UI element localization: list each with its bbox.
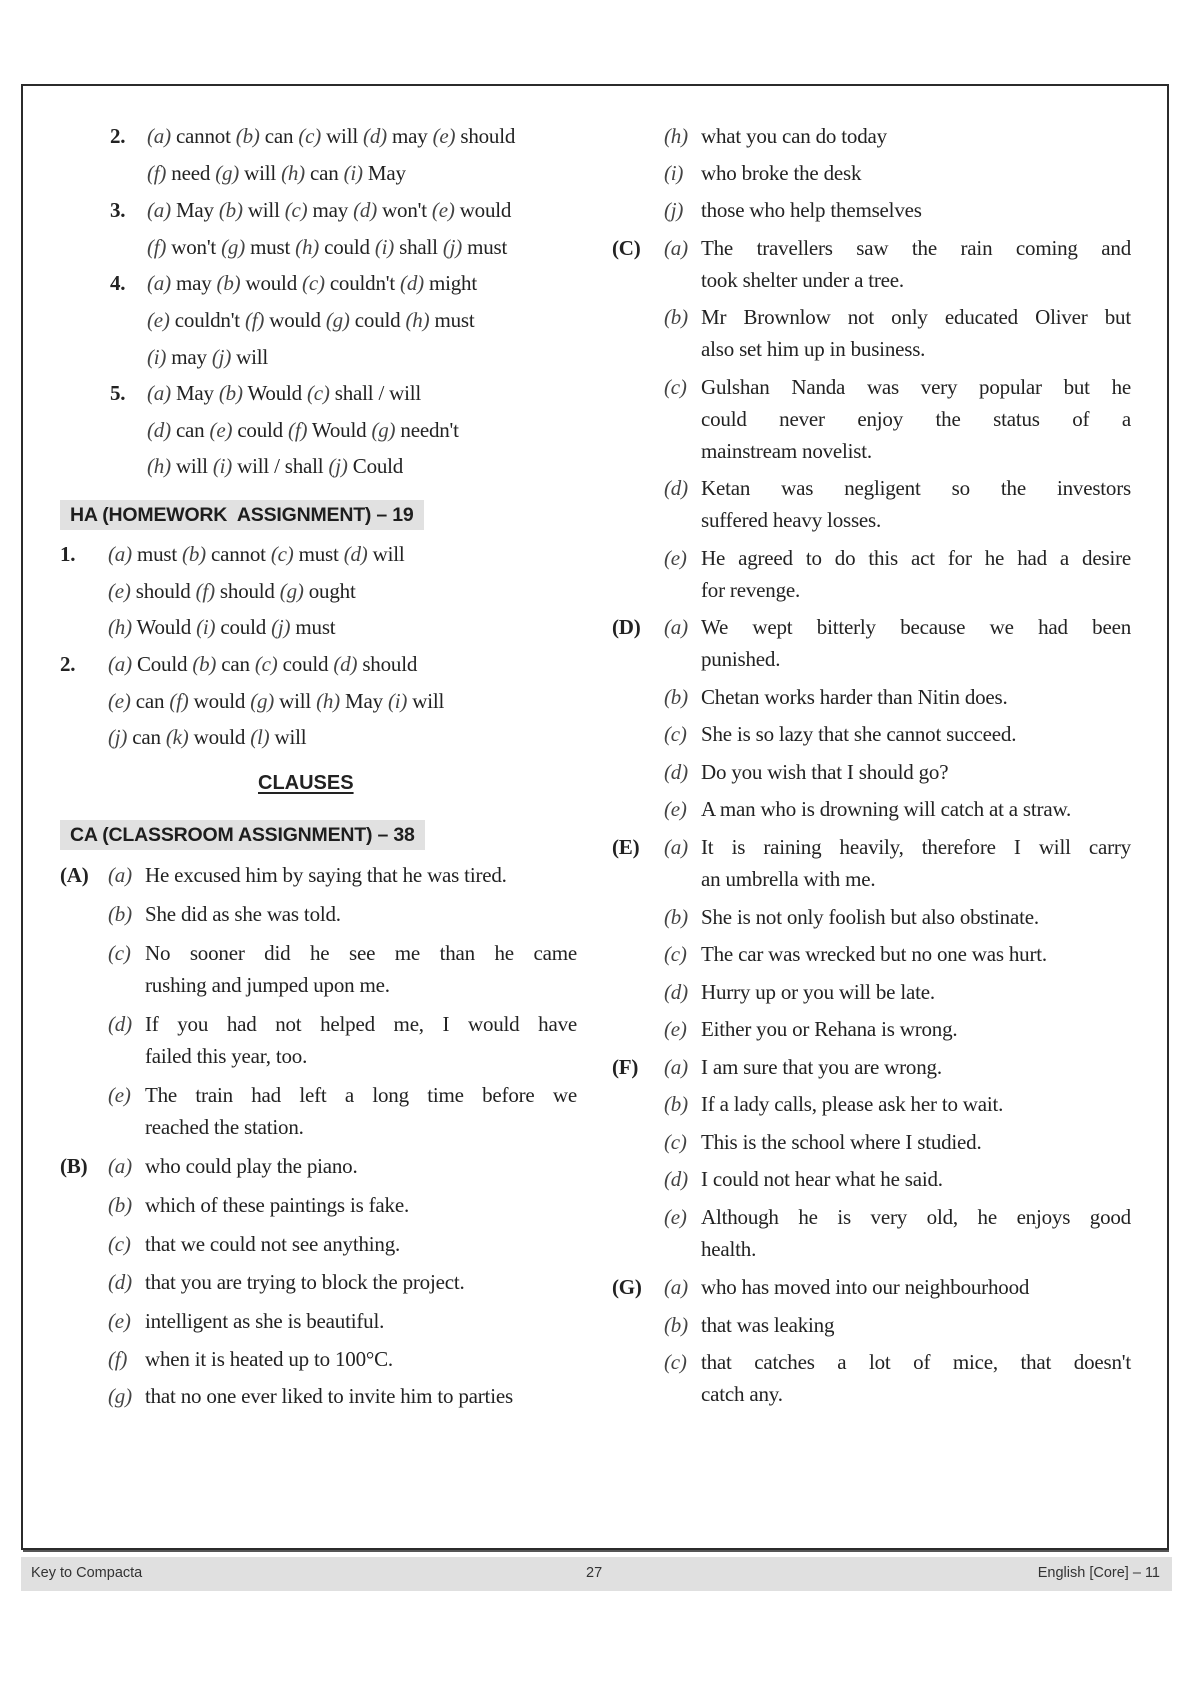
item-label: (b) (108, 902, 132, 926)
item-label: (i) (664, 161, 684, 185)
item-label: (d) (363, 124, 387, 148)
item-label: (d) (108, 1012, 132, 1036)
question-number: 1. (60, 542, 76, 566)
answer-line (147, 415, 459, 445)
answer-text: (e) couldn't (f) would (g) could (h) must (147, 308, 475, 332)
answer-text: If a lady calls, please ask her to wait. (701, 1092, 1004, 1116)
answer-text: Either you or Rehana is wrong. (701, 1017, 958, 1041)
item-label: (a) (664, 835, 688, 859)
item-label: (f) (288, 418, 308, 442)
answer-line (60, 539, 405, 569)
answer-text: catch any. (701, 1382, 783, 1406)
answer-text: She is not only foolish but also obstinate. (701, 905, 1039, 929)
answer-text: failed this year, too. (145, 1044, 308, 1068)
item-label: (b) (664, 305, 688, 329)
answer-text: The car was wrecked but no one was hurt. (701, 942, 1047, 966)
answer-text: which of these paintings is fake. (145, 1193, 410, 1217)
footer-subject: English [Core] – 11 (1037, 1565, 1160, 1581)
answer-text: No sooner did he see me than he came (145, 941, 577, 965)
answer-line (147, 342, 268, 372)
item-label: (c) (270, 542, 294, 566)
item-label: (b) (664, 685, 688, 709)
item-label: (e) (664, 546, 687, 570)
answer-text: (h) Would (i) could (j) must (108, 615, 336, 639)
item-label: (d) (353, 198, 378, 222)
answer-text: (a) May (b) Would (c) shall / will (147, 381, 422, 405)
item-label: (g) (250, 689, 275, 713)
item-label: (i) (343, 161, 363, 185)
item-label: (a) (664, 615, 688, 639)
answer-text: suffered heavy losses. (701, 508, 882, 532)
answer-text: (a) Could (b) can (c) could (d) should (108, 652, 418, 676)
section-marker: (F) (612, 1055, 639, 1079)
item-label: (c) (664, 722, 687, 746)
item-label: (i) (196, 615, 216, 639)
answer-text: Mr Brownlow not only educated Oliver but (701, 305, 1131, 329)
answer-text: what you can do today (701, 124, 887, 148)
answer-text: Ketan was negligent so the investors (701, 476, 1131, 500)
answer-text: also set him up in business. (701, 337, 926, 361)
item-label: (e) (108, 689, 131, 713)
answer-line (108, 612, 335, 642)
item-label: (e) (108, 579, 131, 603)
item-label: (f) (147, 161, 167, 185)
item-label: (h) (108, 615, 132, 639)
answer-text: (j) can (k) would (l) will (108, 725, 307, 749)
answer-text: The travellers saw the rain coming and (701, 236, 1131, 260)
item-label: (f) (195, 579, 215, 603)
answer-text: It is raining heavily, therefore I will carry (701, 835, 1131, 859)
answer-text: intelligent as she is beautiful. (145, 1309, 385, 1333)
item-label: (j) (664, 198, 684, 222)
item-label: (a) (147, 381, 171, 405)
section-marker: (B) (60, 1154, 88, 1178)
item-label: (j) (108, 725, 128, 749)
answer-text: (d) can (e) could (f) Would (g) needn't (147, 418, 459, 442)
section-marker: (G) (612, 1275, 642, 1299)
item-label: (a) (108, 863, 132, 887)
item-label: (c) (298, 124, 322, 148)
answer-text: those who help themselves (701, 198, 922, 222)
item-label: (b) (218, 198, 243, 222)
answer-text: (a) cannot (b) can (c) will (d) may (e) should (147, 124, 516, 148)
answer-text: (f) need (g) will (h) can (i) May (147, 161, 406, 185)
answer-text: We wept bitterly because we had been (701, 615, 1131, 639)
answer-line (110, 121, 515, 151)
answer-line (108, 722, 306, 752)
answer-text: (e) can (f) would (g) will (h) May (i) will (108, 689, 445, 713)
section-marker: (D) (612, 615, 641, 639)
item-label: (g) (215, 161, 240, 185)
item-label: (b) (182, 542, 206, 566)
answer-text: Although he is very old, he enjoys good (701, 1205, 1131, 1229)
item-label: (j) (211, 345, 232, 369)
answer-text: Gulshan Nanda was very popular but he (701, 375, 1131, 399)
answer-text: (a) must (b) cannot (c) must (d) will (108, 542, 405, 566)
item-label: (d) (664, 1167, 688, 1191)
item-label: (h) (664, 124, 688, 148)
item-label: (h) (316, 689, 340, 713)
answer-line (110, 268, 477, 298)
item-label: (b) (664, 1313, 688, 1337)
item-label: (e) (147, 308, 170, 332)
item-label: (c) (664, 375, 687, 399)
answer-text: He agreed to do this act for he had a desire (701, 546, 1131, 570)
item-label: (a) (664, 1055, 688, 1079)
question-number: 3. (110, 198, 126, 222)
homework-assignment-header: HA (HOMEWORK ASSIGNMENT) – 19 (60, 500, 424, 530)
item-label: (e) (209, 418, 233, 442)
answer-text: I could not hear what he said. (701, 1167, 943, 1191)
item-label: (c) (108, 1232, 131, 1256)
answer-text: that you are trying to block the project. (145, 1270, 465, 1294)
answer-line (108, 686, 444, 716)
footer-book-title: Key to Compacta (31, 1565, 143, 1581)
answer-text: This is the school where I studied. (701, 1130, 982, 1154)
page-number: 27 (586, 1565, 603, 1581)
item-label: (d) (664, 760, 688, 784)
item-label: (c) (664, 1130, 687, 1154)
answer-line (147, 158, 406, 188)
item-label: (f) (245, 308, 265, 332)
item-label: (d) (400, 271, 424, 295)
item-label: (e) (432, 124, 456, 148)
item-label: (h) (295, 235, 320, 259)
item-label: (i) (147, 345, 167, 369)
item-label: (g) (371, 418, 396, 442)
item-label: (d) (333, 652, 358, 676)
item-label: (b) (235, 124, 260, 148)
answer-line (147, 451, 403, 481)
answer-text: mainstream novelist. (701, 439, 872, 463)
item-label: (c) (664, 1350, 687, 1374)
answer-text: reached the station. (145, 1115, 304, 1139)
answer-text: (a) may (b) would (c) couldn't (d) might (147, 271, 477, 295)
item-label: (f) (147, 235, 167, 259)
item-label: (e) (108, 1309, 131, 1333)
item-label: (g) (108, 1384, 132, 1408)
item-label: (k) (165, 725, 189, 749)
answer-line (147, 305, 474, 335)
item-label: (j) (328, 454, 348, 478)
answer-text: for revenge. (701, 578, 801, 602)
answer-line (108, 576, 356, 606)
classroom-assignment-header: CA (CLASSROOM ASSIGNMENT) – 38 (60, 820, 425, 850)
item-label: (f) (169, 689, 189, 713)
page-footer (21, 1557, 1172, 1591)
item-label: (i) (374, 235, 395, 259)
item-label: (c) (302, 271, 325, 295)
answer-text: that was leaking (701, 1313, 835, 1337)
answer-text: (f) won't (g) must (h) could (i) shall (j) must (147, 235, 508, 259)
answer-text: Hurry up or you will be late. (701, 980, 935, 1004)
item-label: (a) (108, 652, 132, 676)
answer-line (110, 195, 511, 225)
item-label: (c) (664, 942, 687, 966)
item-label: (i) (212, 454, 233, 478)
item-label: (a) (664, 236, 688, 260)
item-label: (c) (284, 198, 308, 222)
answer-text: that we could not see anything. (145, 1232, 401, 1256)
item-label: (c) (254, 652, 278, 676)
answer-text: Chetan works harder than Nitin does. (701, 685, 1008, 709)
item-label: (i) (387, 689, 408, 713)
answer-text: A man who is drowning will catch at a straw. (701, 797, 1072, 821)
answer-text: could never enjoy the status of a (701, 407, 1131, 431)
item-label: (d) (664, 980, 688, 1004)
item-label: (h) (405, 308, 430, 332)
item-label: (a) (664, 1275, 688, 1299)
answer-line (110, 378, 421, 408)
item-label: (j) (271, 615, 291, 639)
item-label: (e) (664, 797, 687, 821)
item-label: (a) (108, 1154, 132, 1178)
section-marker: (C) (612, 236, 641, 260)
item-label: (f) (108, 1347, 128, 1371)
clauses-title: CLAUSES (258, 772, 354, 794)
item-label: (b) (664, 905, 688, 929)
item-label: (g) (279, 579, 304, 603)
answer-text: an umbrella with me. (701, 867, 876, 891)
answer-text: took shelter under a tree. (701, 268, 904, 292)
section-marker: (E) (612, 835, 640, 859)
answer-text: who broke the desk (701, 161, 862, 185)
answer-text: The train had left a long time before we (145, 1083, 577, 1107)
question-number: 4. (110, 271, 126, 295)
item-label: (d) (108, 1270, 132, 1294)
answer-text: health. (701, 1237, 757, 1261)
answer-text: I am sure that you are wrong. (701, 1055, 942, 1079)
item-label: (a) (108, 542, 132, 566)
answer-text: (h) will (i) will / shall (j) Could (147, 454, 404, 478)
item-label: (g) (325, 308, 350, 332)
item-label: (a) (147, 124, 171, 148)
item-label: (j) (442, 235, 463, 259)
answer-text: (i) may (j) will (147, 345, 269, 369)
item-label: (h) (147, 454, 171, 478)
item-label: (b) (108, 1193, 132, 1217)
answer-text: punished. (701, 647, 781, 671)
item-label: (b) (218, 381, 243, 405)
answer-line (60, 649, 417, 679)
question-number: 2. (60, 652, 76, 676)
item-label: (c) (306, 381, 330, 405)
item-label: (l) (250, 725, 270, 749)
answer-text: She did as she was told. (145, 902, 341, 926)
item-label: (c) (108, 941, 131, 965)
question-number: 5. (110, 381, 126, 405)
answer-text: She is so lazy that she cannot succeed. (701, 722, 1017, 746)
answer-text: (a) May (b) will (c) may (d) won't (e) would (147, 198, 512, 222)
answer-text: (e) should (f) should (g) ought (108, 579, 356, 603)
answer-text: when it is heated up to 100°C. (145, 1347, 393, 1371)
item-label: (h) (281, 161, 305, 185)
answer-line (147, 232, 507, 262)
item-label: (d) (147, 418, 171, 442)
answer-text: who could play the piano. (145, 1154, 358, 1178)
question-number: 2. (110, 124, 126, 148)
item-label: (a) (147, 271, 171, 295)
section-marker: (A) (60, 863, 89, 887)
item-label: (g) (221, 235, 246, 259)
answer-text: rushing and jumped upon me. (145, 973, 390, 997)
item-label: (e) (431, 198, 455, 222)
item-label: (b) (192, 652, 217, 676)
item-label: (d) (343, 542, 368, 566)
item-label: (a) (147, 198, 171, 222)
item-label: (d) (664, 476, 688, 500)
answer-text: If you had not helped me, I would have (145, 1012, 577, 1036)
answer-text: who has moved into our neighbourhood (701, 1275, 1030, 1299)
item-label: (e) (664, 1205, 687, 1229)
answer-text: that catches a lot of mice, that doesn't (701, 1350, 1131, 1374)
item-label: (b) (664, 1092, 688, 1116)
answer-text: Do you wish that I should go? (701, 760, 949, 784)
item-label: (b) (216, 271, 241, 295)
answer-text: that no one ever liked to invite him to parties (145, 1384, 513, 1408)
item-label: (e) (664, 1017, 687, 1041)
answer-text: He excused him by saying that he was tired. (145, 863, 507, 887)
item-label: (e) (108, 1083, 131, 1107)
